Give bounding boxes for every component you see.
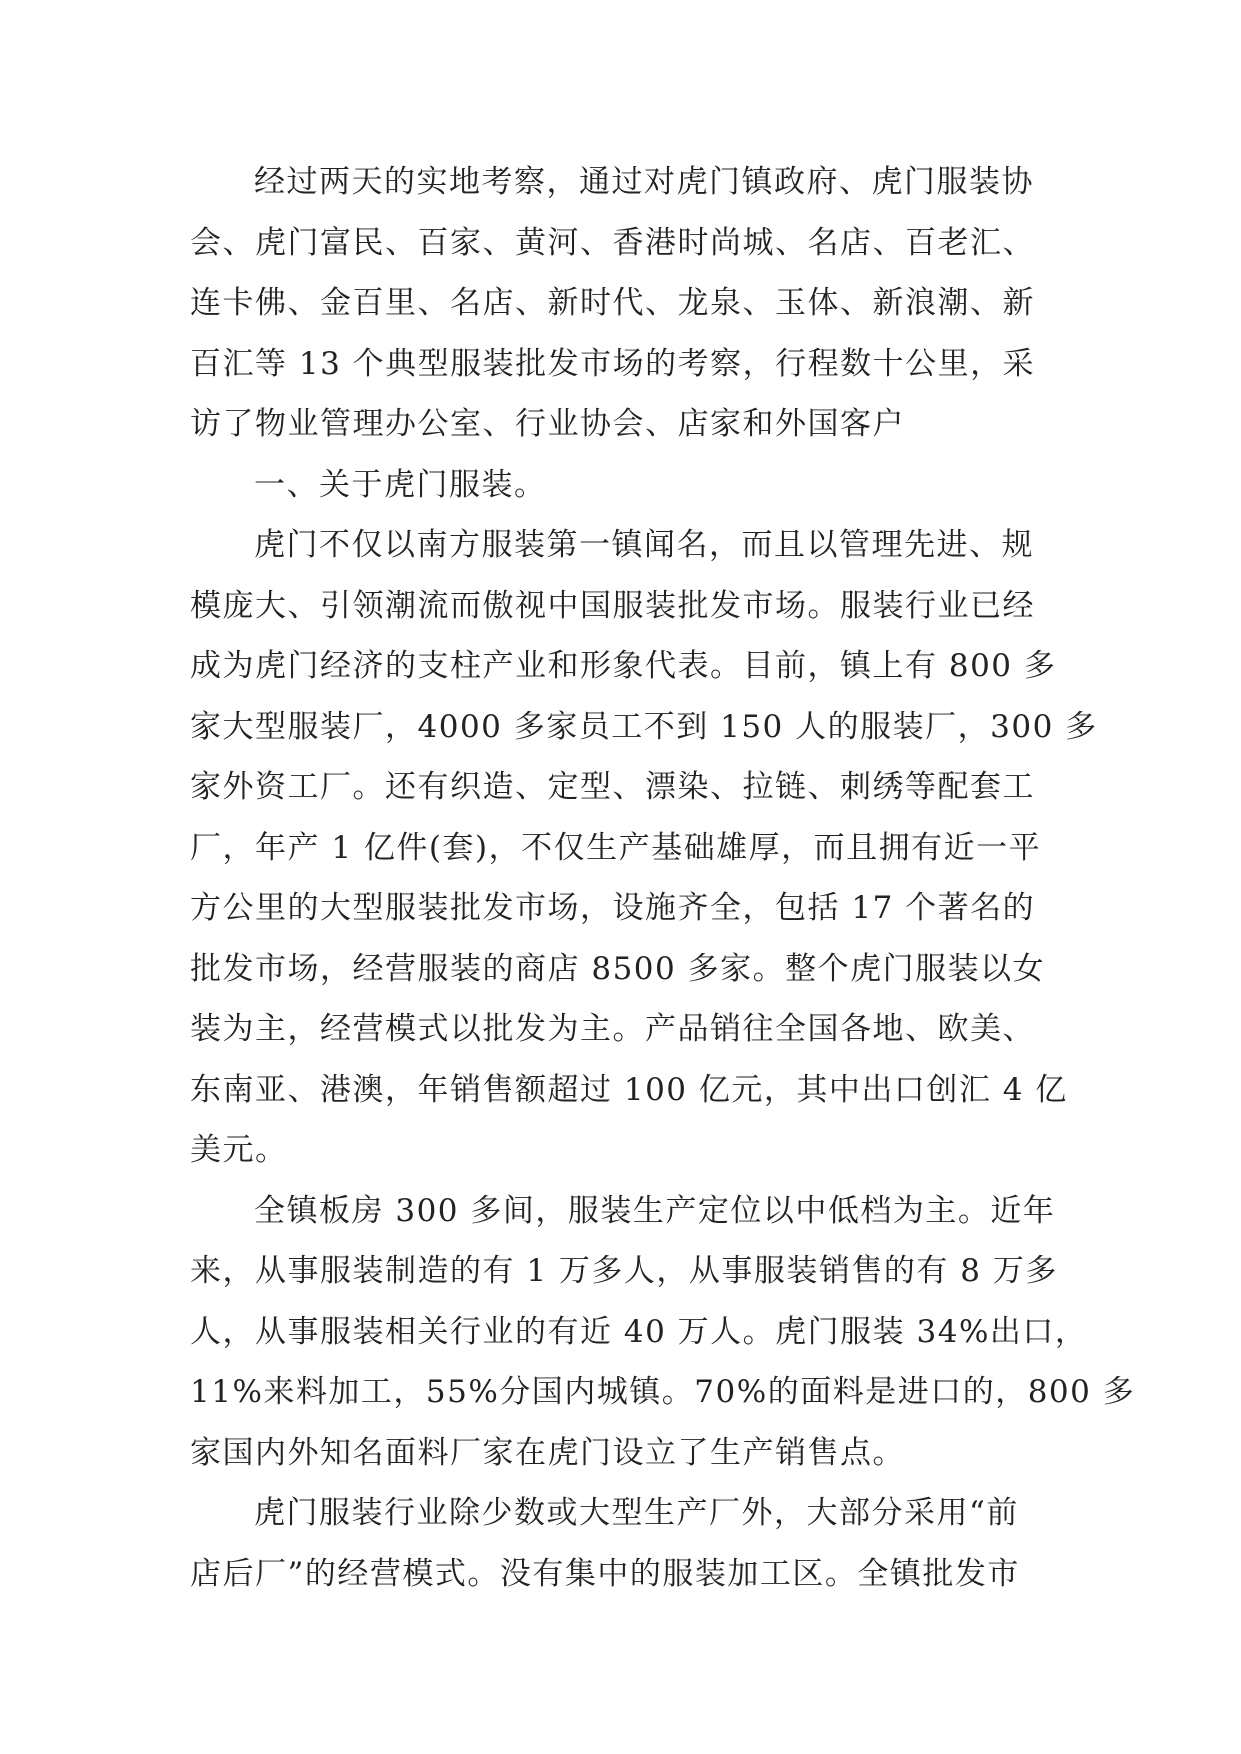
text-line: 美元。 [190,1132,288,1168]
text-line: 来，从事服装制造的有 1 万多人，从事服装销售的有 8 万多 [190,1253,1058,1289]
text-line: 家国内外知名面料厂家在虎门设立了生产销售点。 [190,1434,905,1471]
document-body [190,152,1136,1604]
text-line: 虎门不仅以南方服装第一镇闻名，而且以管理先进、规 [254,527,1034,563]
text-line: 访了物业管理办公室、行业协会、店家和外国客户 [190,406,905,442]
text-line: 经过两天的实地考察，通过对虎门镇政府、虎门服装协 [254,164,1034,200]
section-heading: 一、关于虎门服装。 [254,466,547,503]
text-line: 人，从事服装相关行业的有近 40 万人。虎门服装 34%出口， [190,1313,1088,1350]
text-line: 装为主，经营模式以批发为主。产品销往全国各地、欧美、 [190,1011,1035,1047]
text-line: 厂，年产 1 亿件(套)，不仅生产基础雄厚，而且拥有近一平 [190,829,1042,866]
text-line: 家外资工厂。还有织造、定型、漂染、拉链、刺绣等配套工 [190,769,1035,805]
text-line: 百汇等 13 个典型服装批发市场的考察，行程数十公里，采 [190,345,1036,382]
text-line: 虎门服装行业除少数或大型生产厂外，大部分采用“前 [254,1495,1019,1531]
text-line: 东南亚、港澳，年销售额超过 100 亿元，其中出口创汇 4 亿 [190,1071,1068,1108]
text-line: 全镇板房 300 多间，服装生产定位以中低档为主。近年 [254,1192,1056,1229]
text-line: 会、虎门富民、百家、黄河、香港时尚城、名店、百老汇、 [190,224,1035,261]
text-line: 批发市场，经营服装的商店 8500 多家。整个虎门服装以女 [190,950,1046,987]
text-line: 成为虎门经济的支柱产业和形象代表。目前，镇上有 800 多 [190,648,1057,684]
text-line: 店后厂”的经营模式。没有集中的服装加工区。全镇批发市 [190,1555,1020,1592]
text-line: 模庞大、引领潮流而傲视中国服装批发市场。服装行业已经 [190,587,1035,624]
text-line: 11%来料加工，55%分国内城镇。70%的面料是进口的，800 多 [190,1374,1136,1410]
text-line: 方公里的大型服装批发市场，设施齐全，包括 17 个著名的 [190,890,1036,926]
text-line: 家大型服装厂，4000 多家员工不到 150 人的服装厂，300 多 [190,708,1098,745]
text-line: 连卡佛、金百里、名店、新时代、龙泉、玉体、新浪潮、新 [190,285,1035,321]
